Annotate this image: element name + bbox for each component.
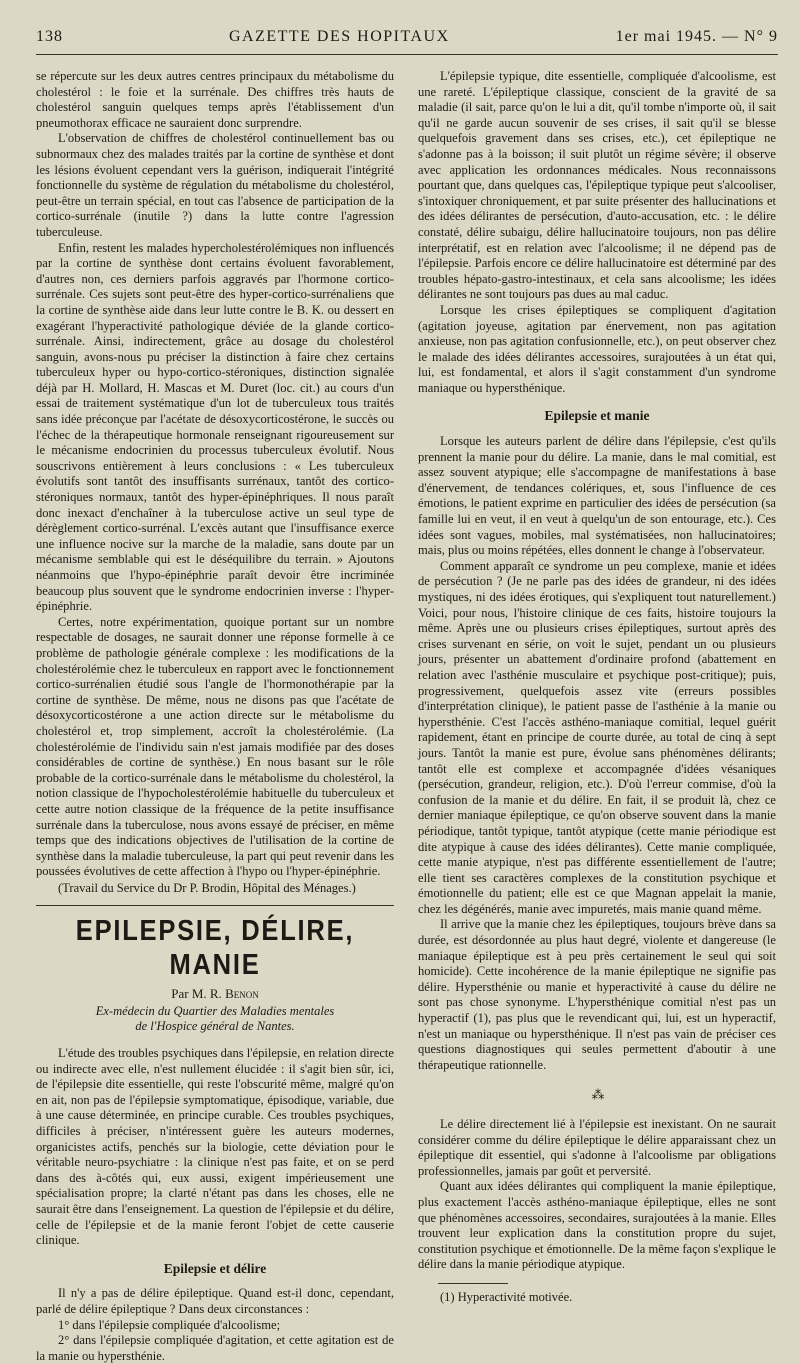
paragraph: L'observation de chiffres de cholestérol continuellement bas ou subnormaux chez des malades traités par la cortine de synthèse et dont les lésions évoluent cependant vers la guérison, indiquerait l'intégrité fonctionnelle du système de régulation du métabolisme du cholestérol, peut-être un terrain spécial, en tout cas l'absence de participation de la cortico-surrénale (inutile ?) dans la lutte contre l'agression tuberculeuse.: [36, 131, 394, 239]
section-heading: Epilepsie et délire: [163, 1260, 267, 1276]
author-affiliation: [36, 1004, 394, 1034]
affiliation-line: de l'Hospice général de Nantes.: [135, 1019, 295, 1034]
section-heading: Epilepsie et manie: [544, 408, 650, 424]
paragraph: Il arrive que la manie chez les épileptiques, toujours brève dans sa durée, est désordonnée au plus haut degré, violente et dangereuse (le maniaque épileptique est à peu près certainement le seul qui soit homicide). Cette incohérence de la manie épileptique ne signifie pas délire. Hypersthénie ou manie et hyperactivité à cause du délire ne sont pas chose synonyme. L'hypersthénique comitial n'est pas un hyperactif (1), pas plus que le revendicant qui, lui, est un hyperactif, n'est un maniaque ou hypersthénique. Il n'est pas vain de préciser ces questions diagnostiques qui seules permettent d'aboutir à une thérapeutique rationnelle.: [418, 917, 776, 1072]
author-name: Benon: [225, 986, 259, 1002]
article-separator: [36, 905, 394, 906]
footnote: (1) Hyperactivité motivée.: [440, 1289, 573, 1304]
journal-title: GAZETTE DES HOPITAUX: [228, 28, 450, 45]
signature: (Travail du Service du Dr P. Brodin, Hôpital des Ménages.): [58, 880, 356, 895]
article-title: EPILEPSIE, DÉLIRE, MANIE: [75, 915, 355, 982]
right-column: [418, 69, 776, 1364]
paragraph: L'étude des troubles psychiques dans l'épilepsie, en relation directe ou indirecte avec elle, n'est nullement élucidée : il s'agit bien sûr, ici, de l'épilepsie dite essentielle, qui reste l'obscurité même, malgré qu'on en ait, non pas de l'épilepsie symptomatique, épisodique, variable, due à une cause déterminée, en principe curable. Ces troubles psychiques, difficiles à préciser, n'intéressent guère les auteurs modernes, organicistes actifs, penchés sur la biologie, cette déviation pour le véritable neuro-psychiatre : la clinique n'est pas faite, et on se perd dans des à-côtés qui, eux aussi, exigent impérieusement une spécialisation propre; la clarté n'étant pas dans les choses, elle ne saurait être dans l'enseignement. La question de l'épilepsie et du délire, celle de l'épilepsie et de la manie feront l'objet de cette causerie clinique.: [36, 1046, 394, 1248]
paragraph: se répercute sur les deux autres centres principaux du métabolisme du cholestérol : le foie et la surrénale. Des chiffres très hauts de cholestérol sanguin quelques temps après l'établissement d'un pneumothorax efficace ne sauraient donc surprendre.: [36, 69, 394, 130]
paragraph: Le délire directement lié à l'épilepsie est inexistant. On ne saurait considérer comme du délire épileptique le délire apparaissant chez un épileptique dit essentiel, qui s'adonne à l'alcoolisme par obligations professionnelles, jamais par goût et perversité.: [418, 1117, 776, 1178]
list-item: 1° dans l'épilepsie compliquée d'alcoolisme;: [58, 1317, 281, 1332]
paragraph: Il n'y a pas de délire épileptique. Quand est-il donc, cependant, parlé de délire épileptique ? Dans deux circonstances :: [36, 1286, 394, 1316]
affiliation-line: Ex-médecin du Quartier des Maladies mentales: [95, 1004, 335, 1019]
text-columns: [36, 69, 778, 1364]
paragraph: Certes, notre expérimentation, quoique portant sur un nombre respectable de dosages, ne saurait donner une réponse formelle à ce problème de pathologie générale complexe : les modifications de la cholestérolémie chez le tuberculeux en rapport avec le fonctionnement cortico-surrénalien étudié sous l'angle de l'hormonothérapie par la cortine de synthèse. De même, nous ne disons pas que l'acétate de désoxycorticostérone a une action directe sur le métabolisme du cholestérol et, trop simplement, accroît la cholestérolémie. (La cholestérolémie de l'individu sain n'est jamais modifiée par des doses considérables de cortine de synthèse.) En nous basant sur le rôle probable de la cortico-surrénale dans le métabolisme du cholestérol, la notion classique de l'hypocholestérolémie habituelle du tuberculeux et cette autre notion classique de la fréquence de la petite insuffisance surrénale dans la tuberculose, nous avons essayé de préciser, en même temps que des indications objectives de l'utilisation de la cortine de synthèse dans la maladie tuberculeuse, la part qui peut revenir dans les poussées évolutives de cette affection à l'hypo ou l'hyper-épinéphrie.: [36, 614, 394, 879]
author: [36, 986, 394, 1002]
asterism-separator: ⁂: [591, 1087, 603, 1103]
paragraph: Lorsque les crises épileptiques se compliquent d'agitation (agitation joyeuse, agitation par énervement, non pas agitation anxieuse, non pas agitation confusionnelle, etc.), on peut observer chez le malade des idées délirantes accessoires, surajoutées à un état qui, lui, est fondamental, et alors il s'agit constamment d'un syndrome maniaque ou hypersthénique.: [418, 302, 776, 395]
issue-date: 1er mai 1945. — N° 9: [615, 28, 778, 45]
page-header: [36, 28, 778, 55]
paragraph: Enfin, restent les malades hypercholestérolémiques non influencés par la cortine de synthèse dont certains évoluent favorablement, d'autres non, ces derniers parfois aggravés par l'hormone cortico-surrénale. Ces sujets sont peut-être des hyper-cortico-surrénaliens que la cortine de synthèse aide dans leur lutte contre le B. K. ou dessert en exagérant l'hyperactivité pathologique déviée de la glande cortico-surrénale. Ainsi, indirectement, grâce au dosage du cholestérol sanguin, avons-nous pu préciser la distinction à faire chez certains tuberculeux hyper ou hypo-cortico-stéroniques, distinction signalée déjà par H. Mollard, H. Mascas et M. Duret (loc. cit.) au cours d'un essai de traitement systématique d'un lot de tuberculeux tous traités sans idée préconçue par l'acétate de désoxycorticostérone, le succès ou l'échec de la thérapeutique hormonale renseignant rigoureusement sur le mécanisme endocrinien du processus tuberculeux évolutif. Nous souscrivons entièrement à leurs conclusions : « Les tuberculeux évolutifs sont tantôt des insuffisants surrénaux, tantôt des cortico-stéroniques normaux, tantôt des hyper-épinéphriques. Il nous paraît donc inexact d'enchaîner à la tuberculose active un seul type de dérèglement cortico-surrénal. L'excès autant que l'insuffisance exerce une influence nocive sur la marche de la maladie, sans doute par un mécanisme semblable qui est le déséquilibre du terrain. » Ajoutons néanmoins que l'hypo-épinéphrie paraît devoir être incriminée beaucoup plus souvent que le syndrome endocrinien inverse : l'hyper-épinéphrie.: [36, 240, 394, 614]
page-number: 138: [36, 28, 63, 45]
paragraph: Comment apparaît ce syndrome un peu complexe, manie et idées de persécution ? (Je ne parle pas des idées de grandeur, ni des idées mystiques, ni des idées érotiques, qui s'expliquent tout naturellement.) Voici, pour nous, l'histoire clinique de ces faits, histoire toujours la même. Après une ou plusieurs crises épileptiques, surtout après des crises survenant en série, on voit le sujet, pendant un ou plusieurs jours, présenter un abattement d'ordinaire profond (abattement en relation avec l'asthénie musculaire et psychique post-critique); puis, progressivement, quelquefois assez vite (erreurs possibles d'interprétation clinique), le patient passe de l'asthénie à la manie ou hypersthénie. C'est l'accès asthéno-maniaque comitial, lequel guérit rapidement, étant en principe de courte durée, au total de cinq à sept jours. Tantôt la manie est pure, évolue sans phénomènes délirants; tantôt elle est complexe et accompagnée d'idées vésaniques (persécution, grandeur, religion, etc.). D'où l'erreur commise, d'où la confusion de la manie et du délire. En fait, il se produit là, chez ce dernier maniaque épileptique, ce qu'on observe souvent dans la manie périodique, tantôt typique, tantôt atypique (cette manie périodique est dite atypique à cause des idées délirantes). Cette manie compliquée, cette manie atypique, n'est pas différente essentiellement de l'autre; elle tient ses caractères complexes de la constitution psychique et émotionnelle du patient; elle est ce que Magnan appelait la manie, chez les dégénérés, manie avec impuretés, mais manie quand même.: [418, 558, 776, 916]
left-column: [36, 69, 394, 1364]
list-item: 2° dans l'épilepsie compliquée d'agitation, et cette agitation est de la manie ou hypersthénie.: [36, 1333, 394, 1363]
paragraph: Quant aux idées délirantes qui compliquent la manie épileptique, plus exactement l'accès asthéno-maniaque épileptique, elles ne sont que phénomènes accessoires, secondaires, surajoutées à la manie. Elles trouvent leur explication dans la constitution propre du sujet, constitution psychique et émotionnelle. De la même façon s'explique le délire dans la manie périodique atypique.: [418, 1179, 776, 1272]
paragraph: Lorsque les auteurs parlent de délire dans l'épilepsie, c'est qu'ils prennent la manie pour du délire. La manie, dans le mal comitial, est assez souvent atypique; elle s'accompagne de manifestations à base d'énervement, de tendances colériques, et, sous l'influence de ces émotions, le patient exprime en particulier des idées de persécution (sa famille lui en veut, il en veut à quelqu'un de son entourage, etc.). Ces idées sont vagues, mobiles, mal systématisées, non hallucinatoires; mais, plus ou moins répétées, elles donnent le change à l'observateur.: [418, 434, 776, 558]
footnote-rule: [438, 1283, 508, 1284]
paragraph: L'épilepsie typique, dite essentielle, compliquée d'alcoolisme, est une rareté. L'épileptique classique, conscient de la gravité de sa maladie (il sait, parce qu'on le lui a dit, qu'il tombe n'importe où, il sait qu'il ne garde aucun souvenir de ses crises, il sait qu'il se blesse quelquefois gravement dans ses crises, etc.), cet épileptique ne s'adonne pas à la boisson; il suit plutôt un régime sévère; il observe avec application les ordonnances médicales. Nous reconnaissons pourtant que, dans quelques cas, l'épileptique typique peut s'alcooliser, s'intoxiquer chroniquement, et par suite présenter des hallucinations et des idées délirantes de persécution, d'auto-accusation, etc. : le délire constaté, délire subaigu, délire hallucinatoire toujours, non pas délire interprétatif, est en relation avec l'alcoolisme; il ne dépend pas de l'épilepsie. Parfois encore ce délire hallucinatoire est déterminé par des troubles hépato-gastro-intestinaux, et cela sans alcoolisme; les idées délirantes ne sont toujours pas dues au mal caduc.: [418, 69, 776, 302]
author-prefix: Par M. R.: [171, 986, 222, 1002]
